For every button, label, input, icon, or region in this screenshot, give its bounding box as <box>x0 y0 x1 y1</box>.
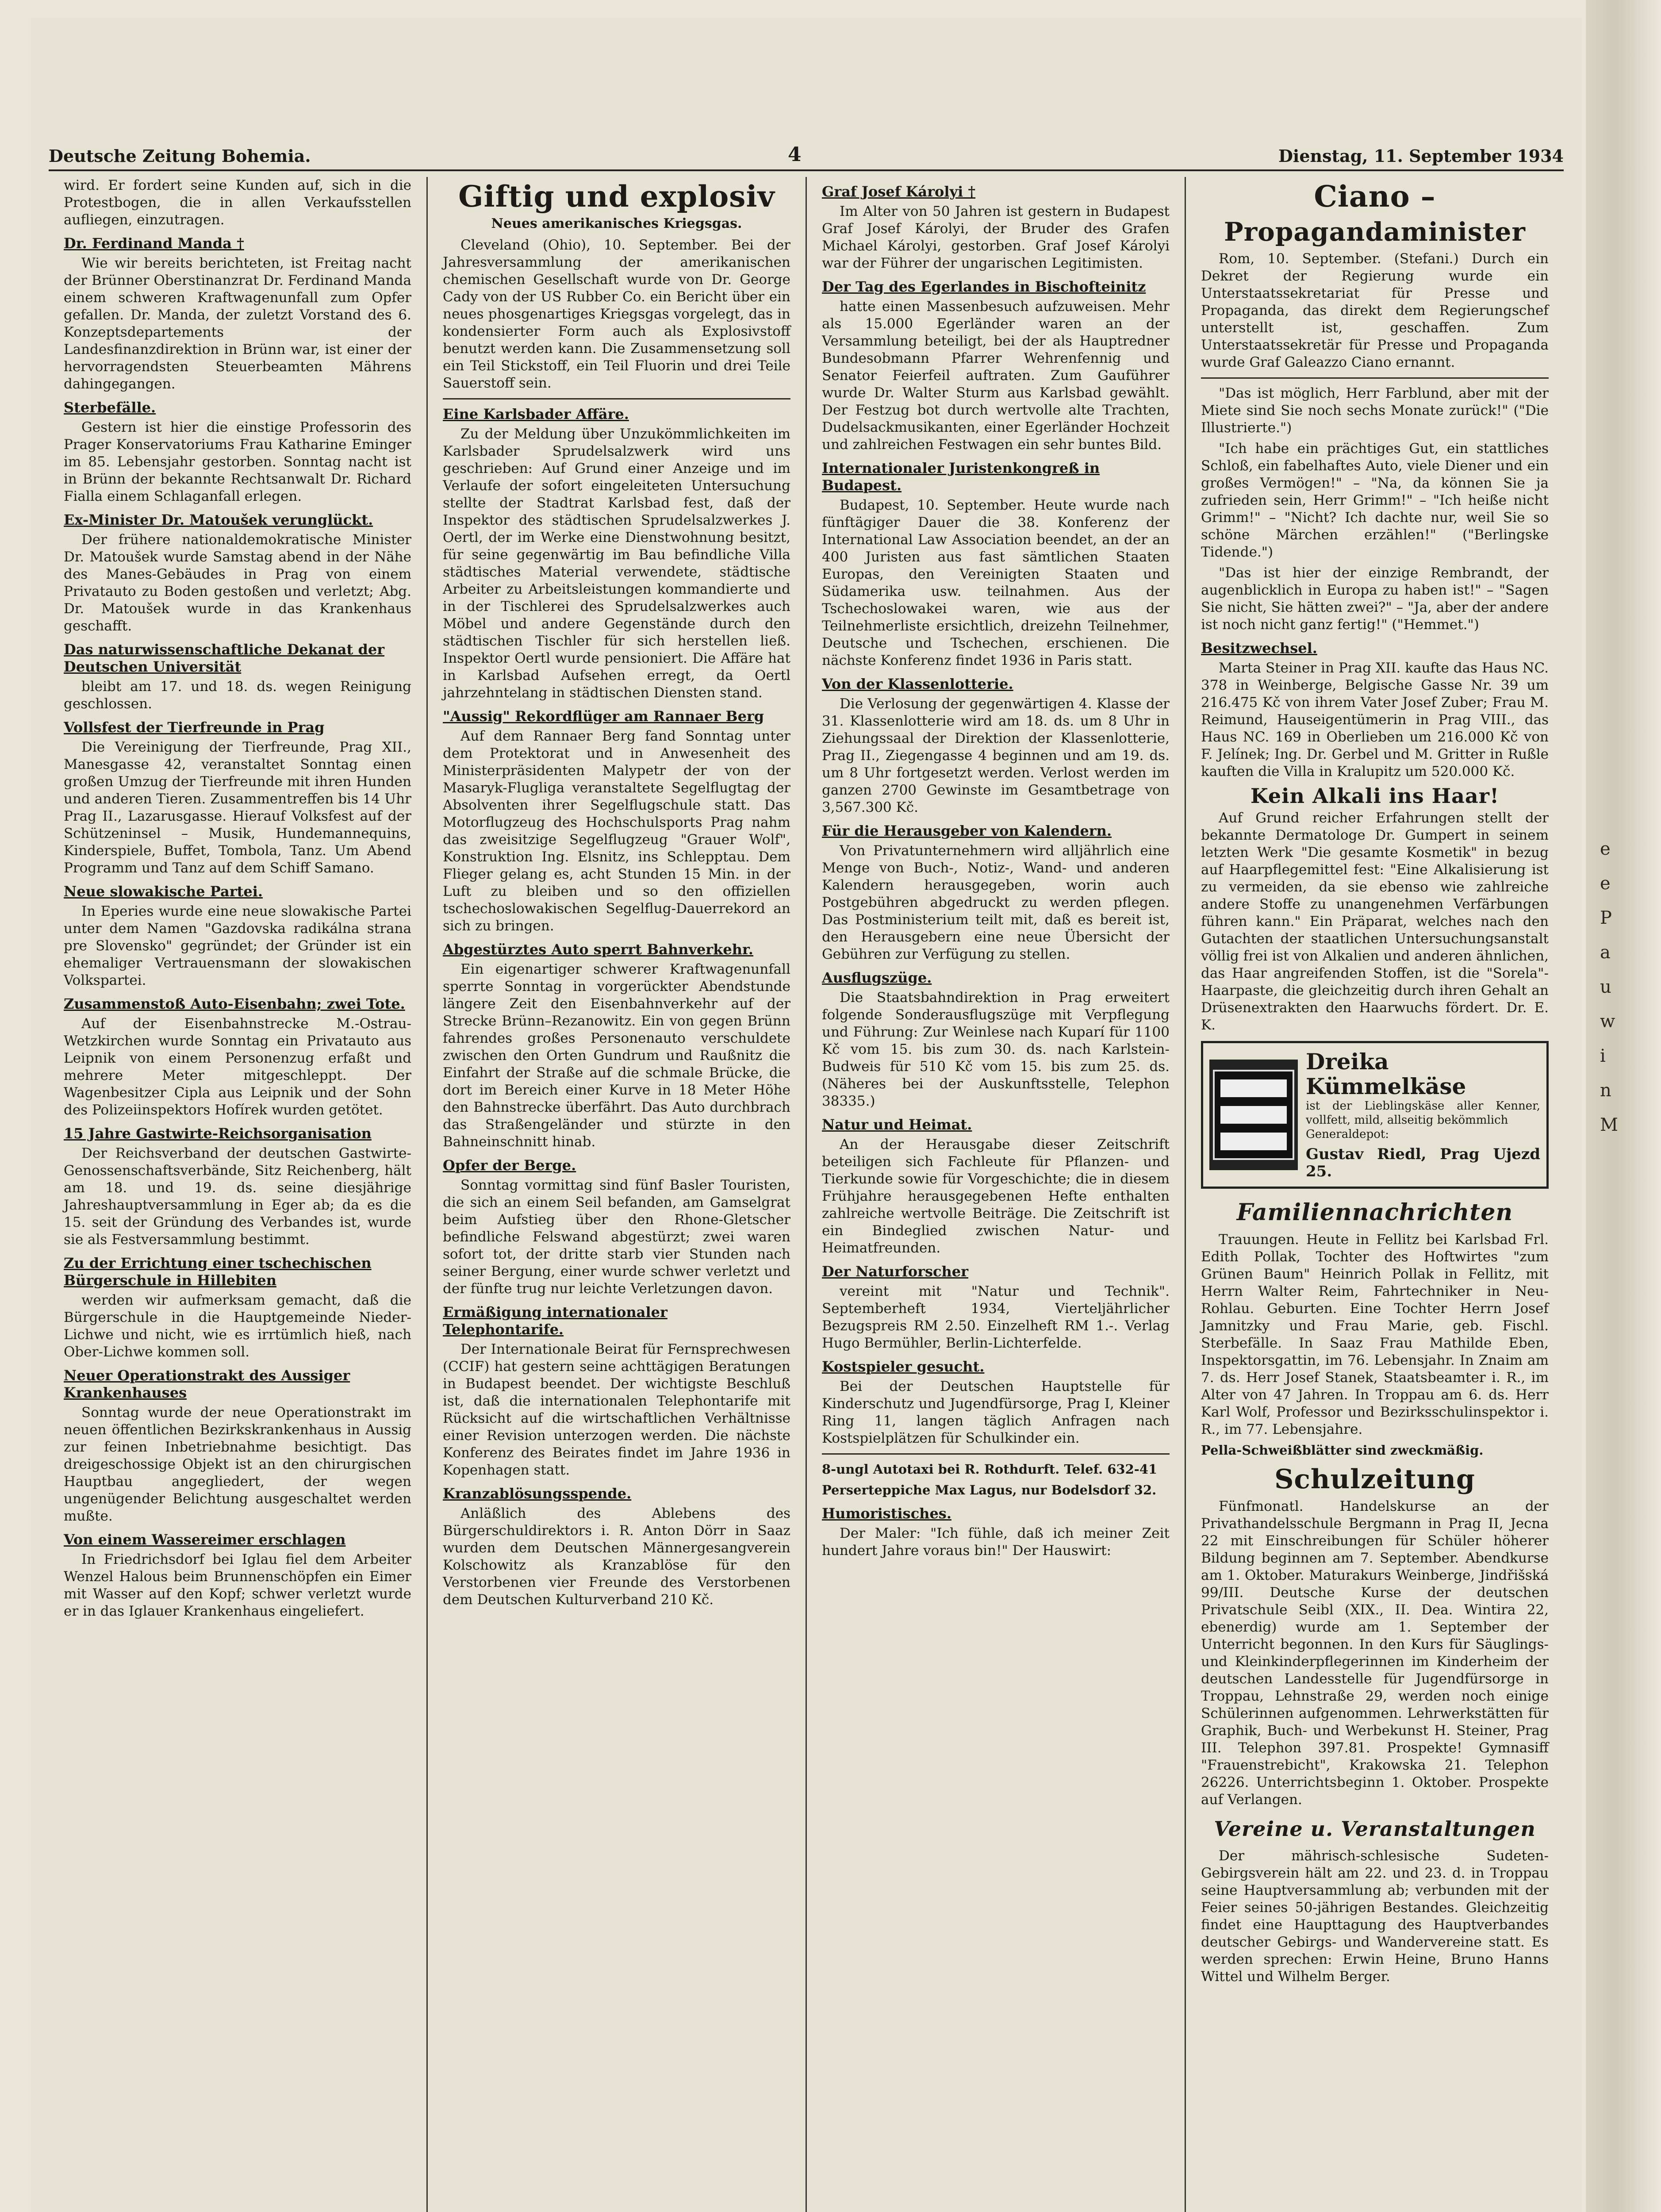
article-heading: Abgestürztes Auto sperrt Bahnverkehr. <box>443 941 754 958</box>
article-heading: Der Tag des Egerlandes in Bischofteinitz <box>822 278 1146 295</box>
article-text: An der Herausgabe dieser Zeitschrift beteiligen sich Fachleute für Pflanzen- und Tierkunde sowie für Vorgeschichte; die in diesem Frühjahre herausgegebenen Hefte enthalten zahlreiche wertvolle Beiträge. Die Zeitschrift ist ein Bindeglied zwischen Natur- und Heimatfreunden. <box>822 1137 1170 1256</box>
article-heading: Das naturwissenschaftliche Dekanat der Deutschen Universität <box>64 641 385 675</box>
article-text: Budapest, 10. September. Heute wurde nach fünftägiger Dauer die 38. Konferenz der International Law Association beendet, an der an 400 Juristen aus fast sämtlichen Staaten Europas, den Vereinigten Staaten und Südamerika usw. teilnahmen. Aus der Tschechoslowakei waren, wie aus der Teilnehmerliste ersichtlich, dreizehn Teilnehmer, Deutsche und Tschechen, erschienen. Die nächste Konferenz findet 1936 in Paris statt. <box>822 497 1170 668</box>
edge-fragments <box>1600 832 1653 1142</box>
article-text: Cleveland (Ohio), 10. September. Bei der Jahresversammlung der amerikanischen chemischen Gesellschaft wurde von Dr. George Cady von der US Rubber Co. ein Bericht über ein neues phosgenartiges Kriegsgas vorgelegt, das in kondensierter Form auch als Explosivstoff benutzt werden kann. Die Zusammensetzung soll ein Teil Stickstoff, ein Teil Fluorin und drei Teile Sauerstoff sein. <box>443 237 790 391</box>
article-heading: Der Naturforscher <box>822 1263 968 1280</box>
article-text: Auf der Eisenbahnstrecke M.-Ostrau-Wetzkirchen wurde Sonntag ein Privatauto aus Leipnik von einem Personenzug erfaßt und mehrere Meter mitgeschleppt. Der Wagenbesitzer Cipla aus Leipnik und der Sohn des Polizeiinspektors Hofírek wurden getötet. <box>64 1016 411 1118</box>
ad-description: ist der Lieblingskäse aller Kenner, vollfett, mild, allseitig bekömmlich <box>1306 1099 1540 1127</box>
issue-date: Dienstag, 11. September 1934 <box>1278 146 1564 166</box>
article-heading: Ausflugszüge. <box>822 969 932 986</box>
headline-propaganda: Propagandaminister <box>1224 217 1526 247</box>
classified-ad: Pella-Schweißblätter sind zweckmäßig. <box>1201 1443 1484 1458</box>
article-heading: Eine Karlsbader Affäre. <box>443 406 629 422</box>
article-text: Der Maler: "Ich fühle, daß ich meiner Zeit hundert Jahre voraus bin!" Der Hauswirt: <box>822 1525 1170 1559</box>
column-2 <box>428 177 807 2212</box>
edge-letter: e <box>1600 839 1611 859</box>
joke-text: "Das ist hier der einzige Rembrandt, der augenblicklich in Europa zu haben ist!" – "Sagen Sie nicht, Sie hätten zwei?" – "Ja, aber der andere ist noch nicht ganz fertig!" ("Hemmet.") <box>1201 565 1549 633</box>
article-text: Ein eigenartiger schwerer Kraftwagenunfall sperrte Sonntag in vorgerückter Abendstunde längere Zeit den Eisenbahnverkehr auf der Strecke Brünn–Rezanowitz. Ein von gegen Brünn fahrendes großes Personenauto verschuldete zwischen den Orten Gundrum und Raußnitz die Einfahrt der Straße auf die schmale Brücke, die dort im Bereich einer Kurve in 18 Meter Höhe den Bahnstrecke überfährt. Das Auto durchbrach das Straßengeländer und stürzte in den Bahneinschnitt hinab. <box>443 961 790 1150</box>
article-heading: "Aussig" Rekordflüger am Rannaer Berg <box>443 708 764 725</box>
divider <box>443 398 790 399</box>
section-familiennachrichten: Familiennachrichten <box>1236 1199 1513 1226</box>
article-heading: Humoristisches. <box>822 1505 951 1522</box>
section-schulzeitung: Schulzeitung <box>1274 1464 1475 1495</box>
ad-text <box>1306 1049 1540 1180</box>
article-heading: Ex-Minister Dr. Matoušek verunglückt. <box>64 511 373 528</box>
article-text: Zu der Meldung über Unzukömmlichkeiten im Karlsbader Sprudelsalzwerk wird uns geschrieben: Auf Grund einer Anzeige und im Verlaufe der sofort eingeleiteten Untersuchung stellte der Stadtrat Karlsbad fest, daß der Inspektor des städtischen Sprudelsalzwerkes J. Oertl, der im Werke eine Dienstwohnung besitzt, für seine gegenwärtig im Bau befindliche Villa städtisches Material verwendete, städtische Arbeiter zu Arbeitsleistungen kommandierte und in der Tischlerei des Sprudelsalzwerkes auch Möbel und andere Gegenstände durch den städtischen Tischler für sich herstellen ließ. Inspektor Oertl wurde pensioniert. Die Affäre hat in Karlsbad Aufsehen erregt, da Oertl jahrzehntelang in städtischen Diensten stand. <box>443 426 790 701</box>
column-3 <box>807 177 1186 2212</box>
article-text: Die Verlosung der gegenwärtigen 4. Klasse der 31. Klassenlotterie wird am 18. ds. um 8 Uhr in Ziehungssaal der Direktion der Klassenlotterie, Prag II., Ziegengasse 4 beginnen und am 19. ds. um 8 Uhr fortgesetzt werden. Verlost werden im ganzen 2700 Gewinste im Gesamtbetrage von 3,567.300 Kč. <box>822 696 1170 815</box>
column-1 <box>49 177 428 2212</box>
article-heading: Natur und Heimat. <box>822 1116 972 1133</box>
kaese-advertisement <box>1201 1041 1549 1189</box>
edge-letter: e <box>1600 873 1611 894</box>
article-text: Sonntag wurde der neue Operationstrakt im neuen öffentlichen Bezirkskrankenhaus in Aussig zur feinen Inbetriebnahme besichtigt. Das dreigeschossige Objekt ist an den chirurgischen Hauptbau angegliedert, der wegen ungenügender Belichtung ausgeschaltet werden mußte. <box>64 1405 411 1524</box>
page-number: 4 <box>787 143 802 166</box>
article-text: Sonntag vormittag sind fünf Basler Touristen, die sich an einem Seil befanden, am Gamselgrat beim Aufstieg über den Rhone-Gletscher befindliche Felswand abgestürzt; zwei waren sofort tot, der dritte starb vier Stunden nach seiner Bergung, einer wurde schwer verletzt und der fünfte trug nur leichte Verletzungen davon. <box>443 1177 790 1297</box>
article-heading: Opfer der Berge. <box>443 1157 576 1174</box>
joke-text: "Das ist möglich, Herr Farblund, aber mit der Miete sind Sie noch sechs Monate zurück!" ("Die Illustrierte.") <box>1201 385 1549 436</box>
article-text: bleibt am 17. und 18. ds. wegen Reinigung geschlossen. <box>64 679 411 712</box>
ad-depot-label: Generaldepot: <box>1306 1128 1389 1141</box>
ad-depot: Gustav Riedl, Prag Ujezd 25. <box>1306 1145 1540 1180</box>
article-heading: Kranzablösungsspende. <box>443 1485 632 1502</box>
article-text: Rom, 10. September. (Stefani.) Durch ein Dekret der Regierung wurde ein Unterstaatssekretariat für Presse und Propaganda, das direkt dem Regierungschef unterstellt ist, geschaffen. Zum Unterstaatssekretär für Presse und Propaganda wurde Graf Galeazzo Ciano ernannt. <box>1201 251 1549 370</box>
article-text: Wie wir bereits berichteten, ist Freitag nacht der Brünner Oberstinanzrat Dr. Ferdinand Manda einem schweren Kraftwagenunfall zum Opfer gefallen. Dr. Manda, der zuletzt Vorstand des 6. Konzeptsdepartements der Landesfinanzdirektion in Brünn war, ist einer der hervorragendsten Steuerbeamten Mährens dahingegangen. <box>64 255 411 392</box>
ad-title: Dreika Kümmelkäse <box>1306 1048 1466 1099</box>
article-heading: Sterbefälle. <box>64 399 156 416</box>
article-heading: Internationaler Juristenkongreß in Budapest. <box>822 460 1100 494</box>
article-heading: Ermäßigung internationaler Telephontarife. <box>443 1304 667 1338</box>
article-text: Die Staatsbahndirektion in Prag erweitert folgende Sonderausflugszüge mit Verpflegung und Führung: Zur Weinlese nach Kuparí für 1100 Kč vom 15. bis zum 30. ds. nach Karlstein-Budweis für 510 Kč vom 15. bis zum 25. ds. (Näheres bei der Auskunftsstelle, Telephon 38335.) <box>822 990 1170 1109</box>
article-text: Bei der Deutschen Hauptstelle für Kinderschutz und Jugendfürsorge, Prag I, Kleiner Ring 11, langen täglich Anfragen nach Kostspielplätzen für Schulkinder ein. <box>822 1379 1170 1446</box>
headline-ciano: Ciano – <box>1314 179 1436 214</box>
headline-giftig: Giftig und explosiv <box>458 179 775 214</box>
page-header <box>49 131 1564 171</box>
article-heading: Kostspieler gesucht. <box>822 1358 985 1375</box>
headline-alkali: Kein Alkali ins Haar! <box>1250 784 1500 808</box>
edge-letter: P <box>1600 908 1612 928</box>
edge-letter: u <box>1600 977 1611 997</box>
article-heading: Vollsfest der Tierfreunde in Prag <box>64 719 325 736</box>
article-text: vereint mit "Natur und Technik". Septemberheft 1934, Vierteljährlicher Bezugspreis RM 2.50. Einzelheft RM 1.-. Verlag Hugo Bermühler, Berlin-Lichterfelde. <box>822 1283 1170 1351</box>
article-heading: Neue slowakische Partei. <box>64 883 263 900</box>
article-columns <box>49 177 1564 2212</box>
newspaper-name: Deutsche Zeitung Bohemia. <box>49 146 311 166</box>
edge-letter: M <box>1600 1115 1618 1135</box>
joke-text: "Ich habe ein prächtiges Gut, ein stattliches Schloß, ein fabelhaftes Auto, viele Diener und ein großes Vermögen!" – "Na, da können Sie ja zufrieden sein, Herr Grimm!" – "Ich heiße nicht Grimm!" – "Nicht? Ich dachte nur, weil Sie so schöne Märchen erzählen!" ("Berlingske Tidende.") <box>1201 441 1549 560</box>
edge-letter: w <box>1600 1011 1615 1032</box>
subheadline: Neues amerikanisches Kriegsgas. <box>491 216 742 231</box>
article-heading: Für die Herausgeber von Kalendern. <box>822 822 1112 839</box>
edge-letter: i <box>1600 1046 1606 1066</box>
article-text: Der Reichsverband der deutschen Gastwirte-Genossenschaftsverbände, Sitz Reichenberg, hält am 18. und 19. ds. seine diesjährige Jahreshauptversammlung in Eger ab; da es die 15. seit der Gründung des Verbandes ist, wurde sie als Festversammlung bestimmt. <box>64 1145 411 1248</box>
article-text: Im Alter von 50 Jahren ist gestern in Budapest Graf Josef Károlyi, der Bruder des Grafen Michael Károlyi, gestorben. Graf Josef Károlyi war der Führer der ungarischen Legitimisten. <box>822 204 1170 271</box>
article-heading: Neuer Operationstrakt des Aussiger Krankenhauses <box>64 1367 350 1401</box>
article-text: Von Privatunternehmern wird alljährlich eine Menge von Buch-, Notiz-, Wand- und anderen Kalendern herausgegeben, worin auch Postgebühren abgedruckt zu werden pflegen. Das Postministerium teilt mit, daß es bereit ist, den Herausgebern eine neue Übersicht der Gebühren zur Verfügung zu stellen. <box>822 843 1170 962</box>
column-4 <box>1186 177 1564 2212</box>
facing-page-edge <box>1586 0 1661 2212</box>
article-heading: Zusammenstoß Auto-Eisenbahn; zwei Tote. <box>64 995 405 1012</box>
article-heading: Von der Klassenlotterie. <box>822 676 1013 692</box>
article-text: hatte einen Massenbesuch aufzuweisen. Mehr als 15.000 Egerländer waren an der Versammlung beteiligt, bei der als Hauptredner Bundesobmann Pfarrer Wehrenfennig und Senator Feierfeil auftraten. Zum Gauführer wurde Dr. Walter Sturm aus Karlsbad gewählt. Der Festzug bot durch wertvolle alte Trachten, Dudelsackmusikanten, einer Egerländer Hochzeit und zahlreichen Festwagen ein sehr buntes Bild. <box>822 299 1170 453</box>
article-heading: Besitzwechsel. <box>1201 640 1317 657</box>
edge-letter: a <box>1600 942 1611 963</box>
article-text: In Friedrichsdorf bei Iglau fiel dem Arbeiter Wenzel Halous beim Brunnenschöpfen ein Eimer mit Wasser auf den Kopf; schwer verletzt wurde er in das Iglauer Krankenhaus eingeliefert. <box>64 1551 411 1619</box>
article-heading: Zu der Errichtung einer tschechischen Bürgerschule in Hillebiten <box>64 1255 372 1289</box>
article-text: Auf dem Rannaer Berg fand Sonntag unter dem Protektorat und in Anwesenheit des Ministerpräsidenten Malypetr der von der Masaryk-Flugliga veranstaltete Segelflugtag der Absolventen ihrer Segelflugschule statt. Das Motorflugzeug des Hochschulsports Prag nahm das zweisitzige Segelflugzeug "Grauer Wolf", Konstruktion Ing. Elsnitz, ins Schlepptau. Dem Flieger gelang es, acht Stunden 15 Min. in der Luft zu bleiben und so den offiziellen tschechoslowakischen Segelflug-Dauerrekord an sich zu bringen. <box>443 728 790 934</box>
divider <box>1201 377 1549 379</box>
article-heading: Dr. Ferdinand Manda † <box>64 235 244 252</box>
article-text: Marta Steiner in Prag XII. kaufte das Haus NC. 378 in Weinberge, Belgische Gasse Nr. 39 um 216.475 Kč von ihrem Vater Josef Zuber; Frau M. Reimund, Hauseigentümerin in Prag VIII., das Haus NC. 169 in Oberlieben um 216.000 Kč von F. Jelínek; Ing. Dr. Gerbel und M. Gritter in Rußle kauften die Villa in Kralupitz um 520.000 Kč. <box>1201 660 1549 780</box>
article-text: Auf Grund reicher Erfahrungen stellt der bekannte Dermatologe Dr. Gumpert in seinem letzten Werk "Die gesamte Kosmetik" in bezug auf Haarpflegemittel fest: "Eine Alkalisierung ist zu vermeiden, da sie ebenso wie zahlreiche andere Stoffe zu unangenehmen Verfärbungen führen kann." Ein Präparat, welches nach den Gutachten der staatlichen Untersuchungsanstalt völlig frei ist von Alkalien und anderen ähnlichen, das Haar angreifenden Stoffen, ist die "Sorela"-Haarpaste, die gleichzeitig durch ihren Gehalt an Drüsenextrakten den Haarwuchs fördert. Dr. E. K. <box>1201 810 1549 1033</box>
article-text: Anläßlich des Ablebens des Bürgerschuldirektors i. R. Anton Dörr in Saaz wurden dem Deutschen Männergesangverein Kolschowitz als Kranzablöse für den Verstorbenen vier Freunde des Verstorbenen dem Deutschen Kulturverband 210 Kč. <box>443 1505 790 1608</box>
divider <box>822 1453 1170 1455</box>
article-text: Die Vereinigung der Tierfreunde, Prag XII., Manesgasse 42, veranstaltet Sonntag einen großen Umzug der Tierfreunde mit ihren Hunden und anderen Tieren. Zusammentreffen bis 14 Uhr Prag II., Lazarusgasse. Hierauf Volksfest auf der Schützeninsel – Musik, Hundemannequins, Kinderspiele, Buffet, Tombola, Tanz. Um Abend Programm und Tanz auf dem Schiff Samano. <box>64 739 411 876</box>
classified-ad: 8-ungl Autotaxi bei R. Rothdurft. Telef. 632-41 <box>822 1462 1158 1477</box>
article-text: Der frühere nationaldemokratische Minister Dr. Matoušek wurde Samstag abend in der Nähe des Manes-Gebäudes in Prag von einem Privatauto zu Boden gestoßen und verletzt; Abg. Dr. Matoušek wurde in das Krankenhaus geschafft. <box>64 532 411 634</box>
article-text: Gestern ist hier die einstige Professorin des Prager Konservatoriums Frau Katharine Eminger im 85. Lebensjahr gestorben. Sonntag nacht ist in Brünn der bekannte Rechtsanwalt Dr. Richard Fialla einem Schlaganfall erlegen. <box>64 419 411 504</box>
article-text: Trauungen. Heute in Fellitz bei Karlsbad Frl. Edith Pollak, Tochter des Hoftwirtes "zum Grünen Baum" Heinrich Pollak in Fellitz, mit Herrn Walter Reim, Fahrtechniker in Neu-Rohlau. Geburten. Eine Tochter Herrn Josef Jamnitzky und Frau Marie, geb. Fischl. Sterbefälle. In Saaz Frau Mathilde Eben, Inspektorsgattin, im 76. Lebensjahr. In Znaim am 7. ds. Herr Josef Stanek, Staatsbeamter i. R., im Alter von 47 Jahren. In Troppau am 6. ds. Herr Karl Wolf, Professor und Bezirksschulinspektor i. R., im 77. Lebensjahre. <box>1201 1232 1549 1437</box>
article-heading: Von einem Wassereimer erschlagen <box>64 1531 346 1548</box>
cheese-box-icon <box>1209 1060 1298 1170</box>
article-heading: 15 Jahre Gastwirte-Reichsorganisation <box>64 1125 372 1142</box>
classified-ad: Perserteppiche Max Lagus, nur Bodelsdorf 32. <box>822 1482 1157 1498</box>
article-text: Der Internationale Beirat für Fernsprechwesen (CCIF) hat gestern seine achttägigen Beratungen in Budapest beendet. Der wichtigste Beschluß ist, daß die internationalen Telephontarife mit Rücksicht auf die wirtschaftlichen Verhältnisse einer Revision unterzogen werden. Die nächste Konferenz des Beirates findet im Jahre 1936 in Kopenhagen statt. <box>443 1341 790 1478</box>
article-text: In Eperies wurde eine neue slowakische Partei unter dem Namen "Gazdovska radikálna strana pre Slovensko" gegründet; der Gründer ist ein ehemaliger Vertrauensmann der slowakischen Volkspartei. <box>64 903 411 988</box>
section-vereine: Vereine u. Veranstaltungen <box>1214 1817 1536 1841</box>
edge-letter: n <box>1600 1080 1611 1101</box>
newspaper-page <box>31 18 1581 2212</box>
article-text: wird. Er fordert seine Kunden auf, sich in die Protestbogen, die in allen Verkaufsstellen aufliegen, einzutragen. <box>64 177 411 228</box>
article-text: Der mährisch-schlesische Sudeten-Gebirgsverein hält am 22. und 23. d. in Troppau seine Hauptversammlung ab; verbunden mit der Feier seines 50-jährigen Bestandes. Gleichzeitig findet eine Haupttagung des Hauptverbandes deutscher Gebirgs- und Wandervereine statt. Es werden sprechen: Erwin Heine, Bruno Hanns Wittel und Wilhelm Berger. <box>1201 1848 1549 1985</box>
article-text: Fünfmonatl. Handelskurse an der Privathandelsschule Bergmann in Prag II, Jecna 22 mit Einschreibungen für Schüler höherer Bildung beginnen am 7. September. Abendkurse am 1. Oktober. Maturakurs Weinberge, Jindřišská 99/III. Deutsche Kurse der deutschen Privatschule Seibl (XIX., II. Dea. Wintira 22, ebenerdig) wurde am 1. September der Unterricht begonnen. In den Kurs für Säuglings- und Kleinkinderpflegerinnen im Kinderheim der deutschen Landesstelle für Jugendfürsorge in Troppau, Lehnstraße 29, werden noch einige Schülerinnen aufgenommen. Lehrwerkstätten für Graphik, Buch- und Werbekunst H. Steiner, Prag III. Telephon 397.81. Prospekte! Gymnasiff "Frauenstrebicht", Krakowska 21. Telephon 26226. Unterrichtsbeginn 1. Oktober. Prospekte auf Verlangen. <box>1201 1498 1549 1808</box>
article-text: werden wir aufmerksam gemacht, daß die Bürgerschule in die Hauptgemeinde Nieder-Lichwe und nicht, wie es irrtümlich hieß, nach Ober-Lichwe kommen soll. <box>64 1292 411 1360</box>
article-heading: Graf Josef Károlyi † <box>822 183 976 200</box>
